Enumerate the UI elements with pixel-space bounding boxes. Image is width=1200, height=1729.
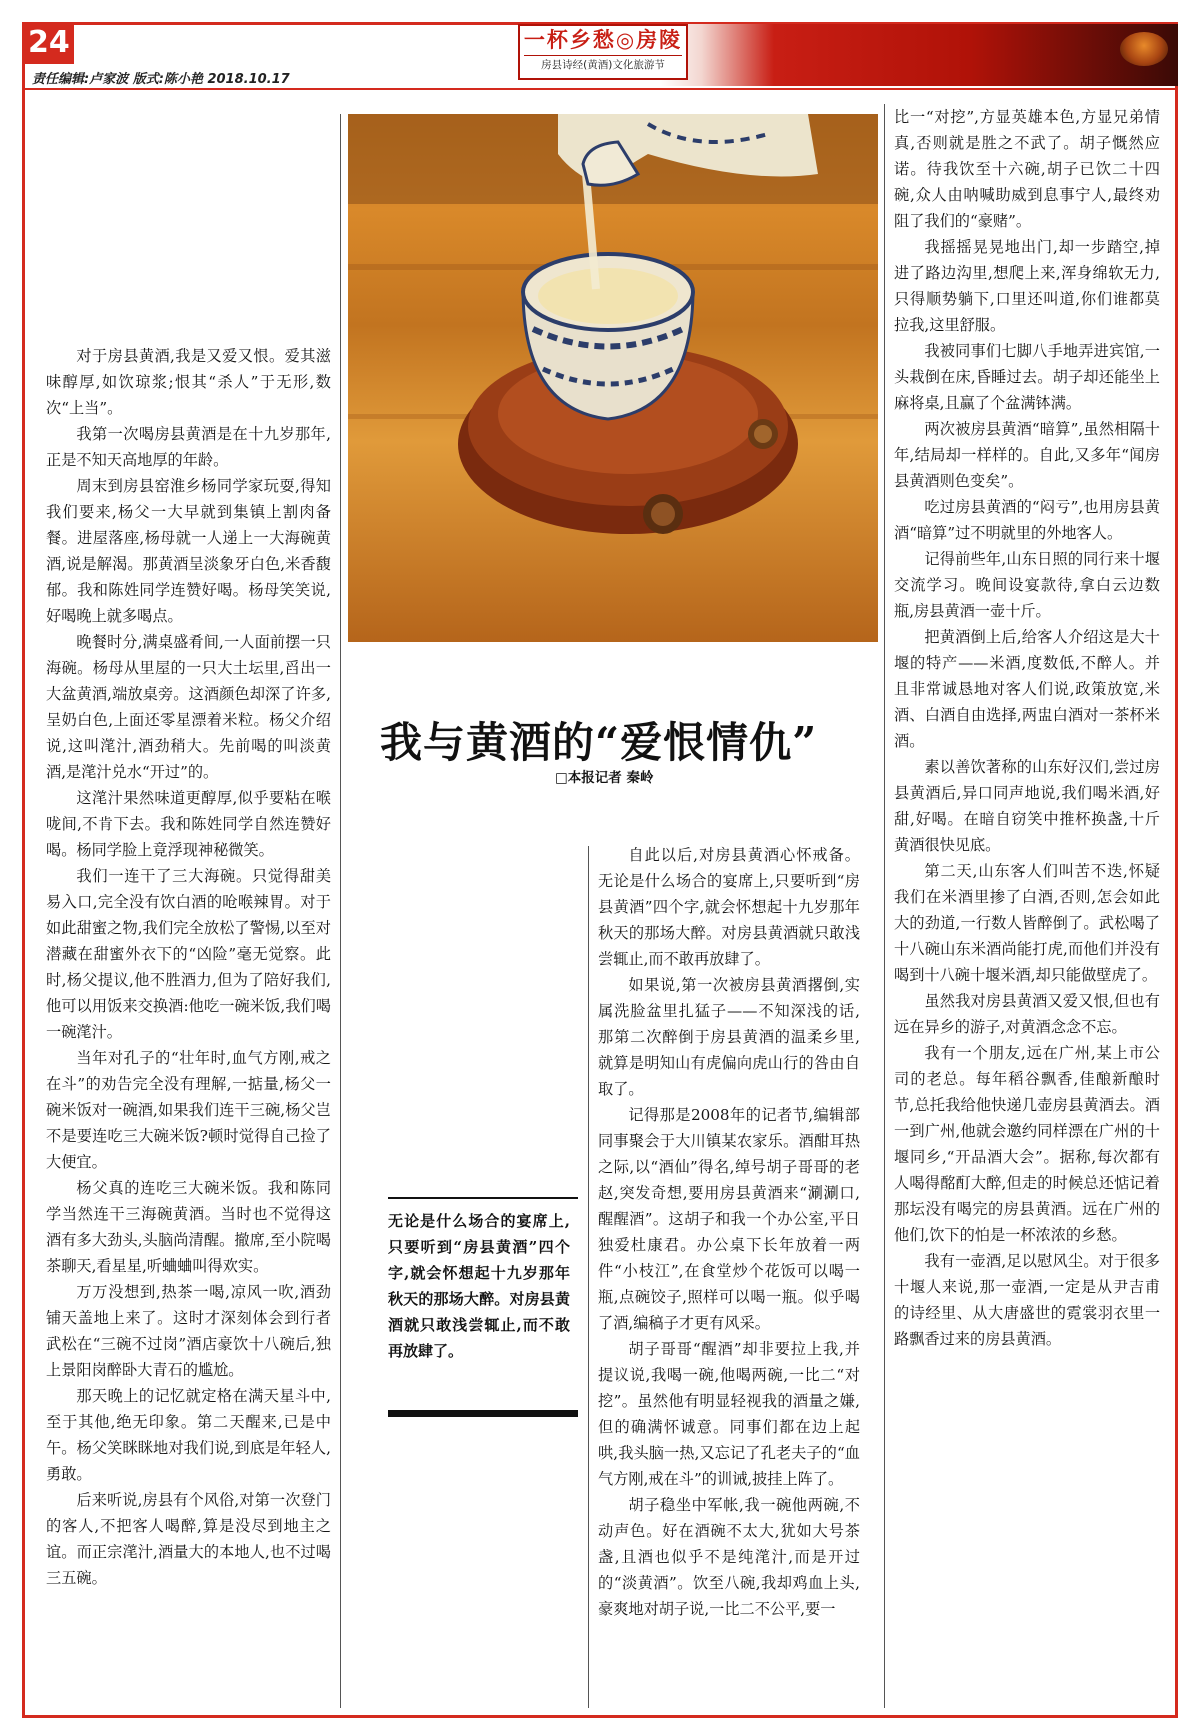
column-rule-right — [884, 104, 885, 1708]
page-number: 24 — [22, 22, 74, 64]
header-banner — [660, 24, 1178, 86]
logo-title: 一杯乡愁◎房陵 — [523, 27, 683, 52]
paragraph: 杨父真的连吃三大碗米饭。我和陈同学当然连干三海碗黄酒。当时也不觉得这酒有多大劲头,头脑尚清醒。撤席,至小院喝茶聊天,看星星,听蛐蛐叫得欢实。 — [46, 1179, 331, 1275]
paragraph: 胡子哥哥“醒酒”却非要拉上我,并提议说,我喝一碗,他喝两碗,一比二“对挖”。虽然他有明显轻视我的酒量之嫌,但的确满怀诚意。同事们都在边上起哄,我头脑一热,又忘记了孔老夫子的“血气方刚,戒在斗”的训诫,披挂上阵了。 — [598, 1340, 860, 1488]
paragraph: 素以善饮著称的山东好汉们,尝过房县黄酒后,异口同声地说,我们喝米酒,好甜,好喝。在暗自窃笑中推杯换盏,十斤黄酒很快见底。 — [894, 758, 1160, 854]
column-rule-left — [340, 114, 341, 1708]
paragraph: 我被同事们七脚八手地弄进宾馆,一头栽倒在床,昏睡过去。胡子却还能坐上麻将桌,且赢了个盆满钵满。 — [894, 342, 1160, 412]
wine-pouring-illustration — [348, 114, 878, 642]
article-column-3 — [894, 104, 1160, 1352]
paragraph: 这滗汁果然味道更醇厚,似乎要粘在喉咙间,不肯下去。我和陈姓同学自然连赞好喝。杨同学脸上竟浮现神秘微笑。 — [46, 789, 331, 859]
paragraph: 后来听说,房县有个风俗,对第一次登门的客人,不把客人喝醉,算是没尽到地主之谊。而正宗滗汁,酒量大的本地人,也不过喝三五碗。 — [46, 1491, 331, 1587]
festival-logo — [518, 24, 688, 80]
paragraph: 我有一个朋友,远在广州,某上市公司的老总。每年稻谷飘香,佳酿新酿时节,总托我给他快递几壶房县黄酒去。酒一到广州,他就会邀约同样漂在广州的十堰同乡,“开品酒大会”。据称,每次都有人喝得酩酊大醉,但走的时候总还惦记着那坛没有喝完的房县黄酒。远在广州的他们,饮下的怕是一杯浓浓的乡愁。 — [894, 1044, 1160, 1244]
paragraph: 晚餐时分,满桌盛肴间,一人面前摆一只海碗。杨母从里屋的一只大土坛里,舀出一大盆黄酒,端放桌旁。这酒颜色却深了许多,呈奶白色,上面还零星漂着米粒。杨父介绍说,这叫滗汁,酒劲稍大。先前喝的叫淡黄酒,是滗汁兑水“开过”的。 — [46, 633, 331, 781]
pull-quote-bottom-rule — [388, 1410, 578, 1417]
paragraph: 胡子稳坐中军帐,我一碗他两碗,不动声色。好在酒碗不太大,犹如大号茶盏,且酒也似乎不是纯滗汁,而是开过的“淡黄酒”。饮至八碗,我却鸡血上头,豪爽地对胡子说,一比二不公平,要一 — [598, 1496, 860, 1618]
article-title: 我与黄酒的“爱恨情仇” — [380, 718, 818, 767]
article-column-2 — [598, 842, 860, 1622]
paragraph: 把黄酒倒上后,给客人介绍这是大十堰的特产——米酒,度数低,不醉人。并且非常诚恳地对客人们说,政策放宽,米酒、白酒自由选择,两盅白酒对一茶杯米酒。 — [894, 628, 1160, 750]
paragraph: 我第一次喝房县黄酒是在十九岁那年,正是不知天高地厚的年龄。 — [46, 425, 331, 469]
paragraph: 对于房县黄酒,我是又爱又恨。爱其滋味醇厚,如饮琼浆;恨其“杀人”于无形,数次“上当”。 — [46, 347, 331, 417]
paragraph: 周末到房县窑淮乡杨同学家玩耍,得知我们要来,杨父一大早就到集镇上割肉备餐。进屋落座,杨母就一人递上一大海碗黄酒,说是解渴。那黄酒呈淡象牙白色,米香馥郁。我和陈姓同学连赞好喝。杨母笑笑说,好喝晚上就多喝点。 — [46, 477, 331, 625]
paragraph: 当年对孔子的“壮年时,血气方刚,戒之在斗”的劝告完全没有理解,一掂量,杨父一碗米饭对一碗酒,如果我们连干三碗,杨父岂不是要连吃三大碗米饭?顿时觉得自己捡了大便宜。 — [46, 1049, 331, 1171]
editor-credits: 责任编辑:卢家波 版式:陈小艳 2018.10.17 — [32, 72, 290, 87]
paragraph: 我有一壶酒,足以慰风尘。对于很多十堰人来说,那一壶酒,一定是从尹吉甫的诗经里、从大唐盛世的霓裳羽衣里一路飘香过来的房县黄酒。 — [894, 1252, 1160, 1348]
paragraph: 记得那是2008年的记者节,编辑部同事聚会于大川镇某农家乐。酒酣耳热之际,以“酒仙”得名,绰号胡子哥哥的老赵,突发奇想,要用房县黄酒来“涮涮口,醒醒酒”。这胡子和我一个办公室,平日独爱杜康君。办公桌下长年放着一两件“小枝江”,在食堂炒个花饭可以喝一瓶,点碗饺子,照样可以喝一瓶。似乎喝了酒,编稿子才更有风采。 — [598, 1106, 860, 1332]
paragraph: 第二天,山东客人们叫苦不迭,怀疑我们在米酒里掺了白酒,否则,怎会如此大的劲道,一行数人皆醉倒了。武松喝了十八碗山东米酒尚能打虎,而他们并没有喝到十八碗十堰米酒,却只能做壁虎了。 — [894, 862, 1160, 984]
column-rule-middle — [588, 846, 589, 1708]
article-column-1 — [46, 343, 331, 1591]
paragraph: 虽然我对房县黄酒又爱又恨,但也有远在异乡的游子,对黄酒念念不忘。 — [894, 992, 1160, 1036]
paragraph: 比一“对挖”,方显英雄本色,方显兄弟情真,否则就是胜之不武了。胡子慨然应诺。待我饮至十六碗,胡子已饮二十四碗,众人由呐喊助威到息事宁人,最终劝阻了我们的“豪赌”。 — [894, 108, 1160, 230]
wine-cup-icon — [1120, 32, 1168, 66]
pull-quote: 无论是什么场合的宴席上,只要听到“房县黄酒”四个字,就会怀想起十九岁那年秋天的那场大醉。对房县黄酒就只敢浅尝辄止,而不敢再放肆了。 — [388, 1212, 570, 1360]
logo-subtitle: 房县诗经(黄酒)文化旅游节 — [524, 55, 682, 74]
wine-pouring-photo — [348, 114, 878, 642]
paragraph: 两次被房县黄酒“暗算”,虽然相隔十年,结局却一样样的。自此,又多年“闻房县黄酒则色变矣”。 — [894, 420, 1160, 490]
paragraph: 记得前些年,山东日照的同行来十堰交流学习。晚间设宴款待,拿白云边数瓶,房县黄酒一壶十斤。 — [894, 550, 1160, 620]
article-byline: □本报记者 秦岭 — [555, 770, 654, 786]
paragraph: 我摇摇晃晃地出门,却一步踏空,掉进了路边沟里,想爬上来,浑身绵软无力,只得顺势躺下,口里还叫道,你们谁都莫拉我,这里舒服。 — [894, 238, 1160, 334]
paragraph: 自此以后,对房县黄酒心怀戒备。无论是什么场合的宴席上,只要听到“房县黄酒”四个字,就会怀想起十九岁那年秋天的那场大醉。对房县黄酒就只敢浅尝辄止,而不敢再放肆了。 — [598, 846, 860, 968]
header-rule — [22, 88, 1178, 90]
paragraph: 吃过房县黄酒的“闷亏”,也用房县黄酒“暗算”过不明就里的外地客人。 — [894, 498, 1160, 542]
paragraph: 那天晚上的记忆就定格在满天星斗中,至于其他,绝无印象。第二天醒来,已是中午。杨父笑眯眯地对我们说,到底是年轻人,勇敢。 — [46, 1387, 331, 1483]
paragraph: 如果说,第一次被房县黄酒撂倒,实属洗脸盆里扎猛子——不知深浅的话,那第二次醉倒于房县黄酒的温柔乡里,就算是明知山有虎偏向虎山行的咎由自取了。 — [598, 976, 860, 1098]
paragraph: 我们一连干了三大海碗。只觉得甜美易入口,完全没有饮白酒的呛喉辣胃。对于如此甜蜜之物,我们完全放松了警惕,以至对潜藏在甜蜜外衣下的“凶险”毫无觉察。此时,杨父提议,他不胜酒力,但为了陪好我们,他可以用饭来交换酒:他吃一碗米饭,我们喝一碗滗汁。 — [46, 867, 331, 1041]
pull-quote-top-rule — [388, 1197, 578, 1199]
paragraph: 万万没想到,热茶一喝,凉风一吹,酒劲铺天盖地上来了。这时才深刻体会到行者武松在“三碗不过岗”酒店豪饮十八碗后,独上景阳岗醉卧大青石的尴尬。 — [46, 1283, 331, 1379]
